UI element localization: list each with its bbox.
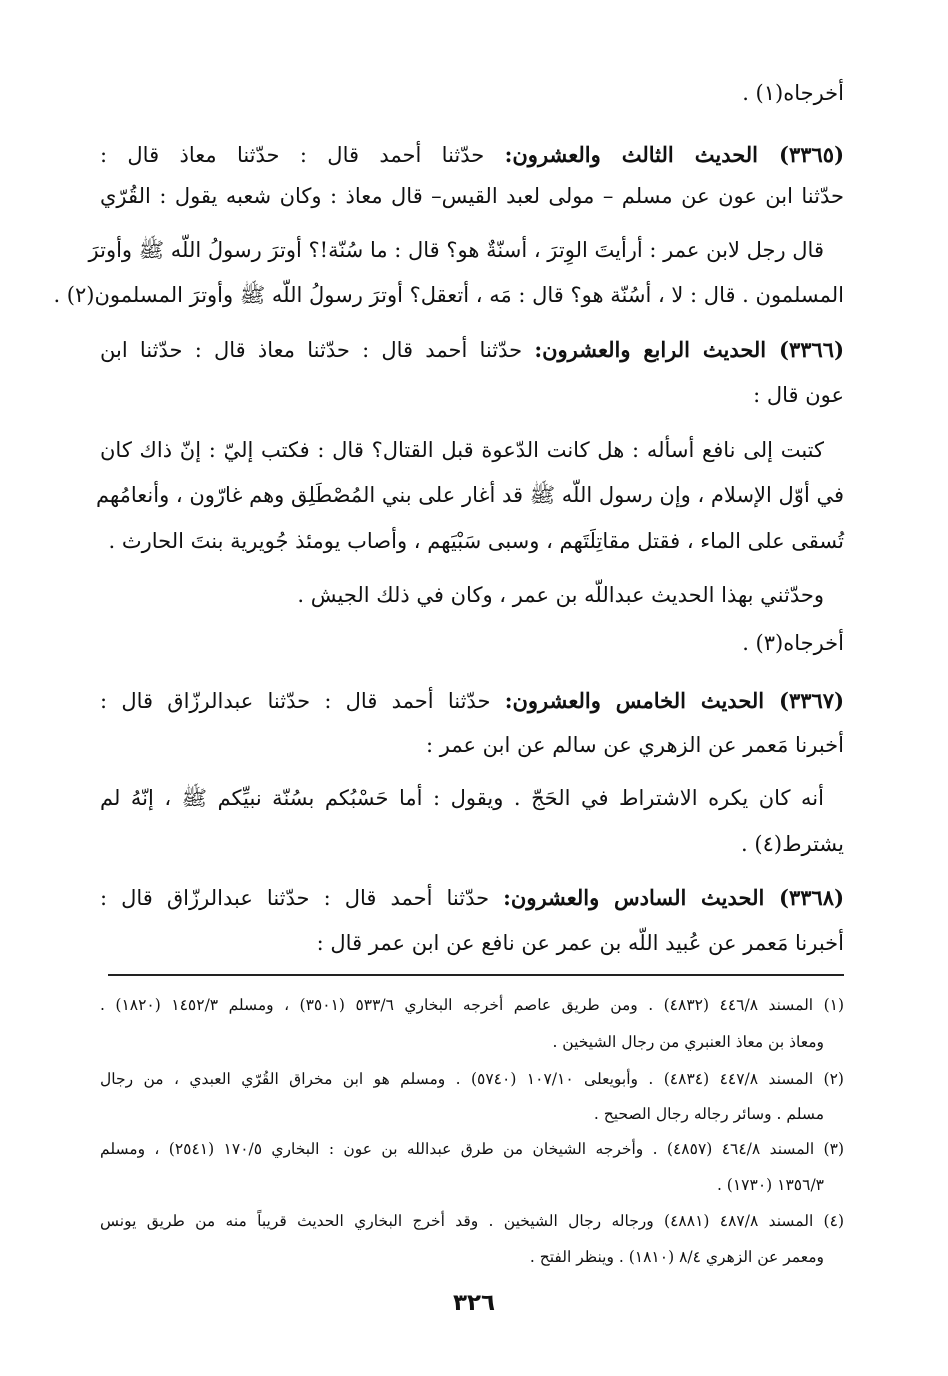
hadith-isnad: حدّثنا أحمد قال : حدّثنا معاذ قال : حدّثنا ابن — [100, 338, 535, 362]
footnote-separator — [108, 974, 844, 976]
hadith-isnad: حدّثنا أحمد قال : حدّثنا معاذ قال : — [100, 143, 505, 167]
text-line: قال رجل لابن عمر : أرأيتَ الوِترَ ، أسنّةٌ هو؟ قال : ما سُنّة!؟ أوترَ رسولُ اللّه ﷺ وأوترَ — [88, 238, 824, 262]
text-line: أخبرنا مَعمر عن عُبيد اللّه بن عمر عن نافع عن ابن عمر قال : — [316, 931, 844, 955]
hadith-heading: (٣٣٦٧) الحديث الخامس والعشرون: — [504, 688, 844, 713]
text-line: في أوّل الإسلام ، وإن رسول اللّه ﷺ قد أغار على بني المُصْطَلِق وهم غارّون ، وأنعامُهم — [95, 483, 844, 507]
footnote-3-cont: ١٣٥٦/٣ (١٧٣٠) . — [716, 1176, 824, 1194]
text-line: يشترط(٤) . — [741, 832, 844, 856]
text-line: أخبرنا مَعمر عن الزهري عن سالم عن ابن عمر : — [425, 733, 844, 757]
text-line: أخرجاه(٣) . — [742, 631, 844, 655]
footnote-2-cont: مسلم . وسائر رجاله رجال الصحيح . — [593, 1105, 824, 1123]
text-line: كتبت إلى نافع أسأله : هل كانت الدّعوة قبل القتال؟ قال : فكتب إليّ : إنّ ذاك كان — [100, 438, 824, 462]
hadith-isnad: حدّثنا أحمد قال : حدّثنا عبدالرزّاق قال : — [100, 886, 504, 910]
hadith-heading: (٣٣٦٨) الحديث السادس والعشرون: — [503, 885, 844, 910]
footnote-1: (١) المسند ٤٤٦/٨ (٤٨٣٢) . ومن طريق عاصم أخرجه البخاري ٥٣٣/٦ (٣٥٠١) ، ومسلم ١٤٥٢/٣ (١٨٢٠) . — [100, 996, 845, 1014]
hadith-isnad: حدّثنا أحمد قال : حدّثنا عبدالرزّاق قال : — [100, 689, 505, 713]
text-line: أخرجاه(١) . — [742, 81, 844, 105]
hadith-3367-heading-line — [100, 686, 844, 718]
text-line: تُسقى على الماء ، فقتل مقاتِلَتَهم ، وسبى سَبْيَهم ، وأصاب يومئذ جُويرية بنتَ الحارث . — [108, 529, 844, 553]
page-number: ٣٢٦ — [452, 1290, 496, 1316]
text-line: حدّثنا ابن عون عن مسلم – مولى لعبد القيس– قال معاذ : وكان شعبه يقول : القُرّي — [100, 184, 844, 208]
footnote-1-cont: ومعاذ بن معاذ العنبري من رجال الشيخين . — [552, 1033, 824, 1051]
footnote-2: (٢) المسند ٤٤٧/٨ (٤٨٣٤) . وأبويعلى ١٠٧/١٠ (٥٧٤٠) . ومسلم هو ابن مخراق القُرّي العبدي ، من رجال — [100, 1070, 844, 1088]
text-line: وحدّثني بهذا الحديث عبداللّه بن عمر ، وكان في ذلك الجيش . — [297, 583, 824, 607]
hadith-3368-heading-line — [100, 883, 844, 915]
text-line: أنه كان يكره الاشتراط في الحَجّ . ويقول : أما حَسْبُكم بسُنّة نبيِّكم ﷺ ، إنّهُ لم — [100, 786, 824, 810]
footnote-4: (٤) المسند ٤٨٧/٨ (٤٨٨١) ورجاله رجال الشيخين . وقد أخرج البخاري الحديث قريباً منه من طريق يونس — [100, 1212, 844, 1230]
footnote-4-cont: ومعمر عن الزهري ٨/٤ (١٨١٠) . وينظر الفتح . — [529, 1248, 824, 1266]
footnote-3: (٣) المسند ٤٦٤/٨ (٤٨٥٧) . وأخرجه الشيخان من طرق عبدالله بن عون : البخاري ١٧٠/٥ (٢٥٤١) ، ومسلم — [100, 1140, 844, 1158]
text-line: المسلمون . قال : لا ، أسُنّة هو؟ قال : مَه ، أتعقل؟ أوترَ رسولُ اللّه ﷺ وأوترَ المسلمون(٢) . — [53, 283, 844, 307]
hadith-3365-heading-line — [100, 140, 844, 172]
hadith-heading: (٣٣٦٦) الحديث الرابع والعشرون: — [534, 337, 845, 362]
text-line: عون قال : — [753, 383, 844, 407]
hadith-heading: (٣٣٦٥) الحديث الثالث والعشرون: — [504, 142, 844, 167]
hadith-3366-heading-line — [100, 335, 844, 367]
